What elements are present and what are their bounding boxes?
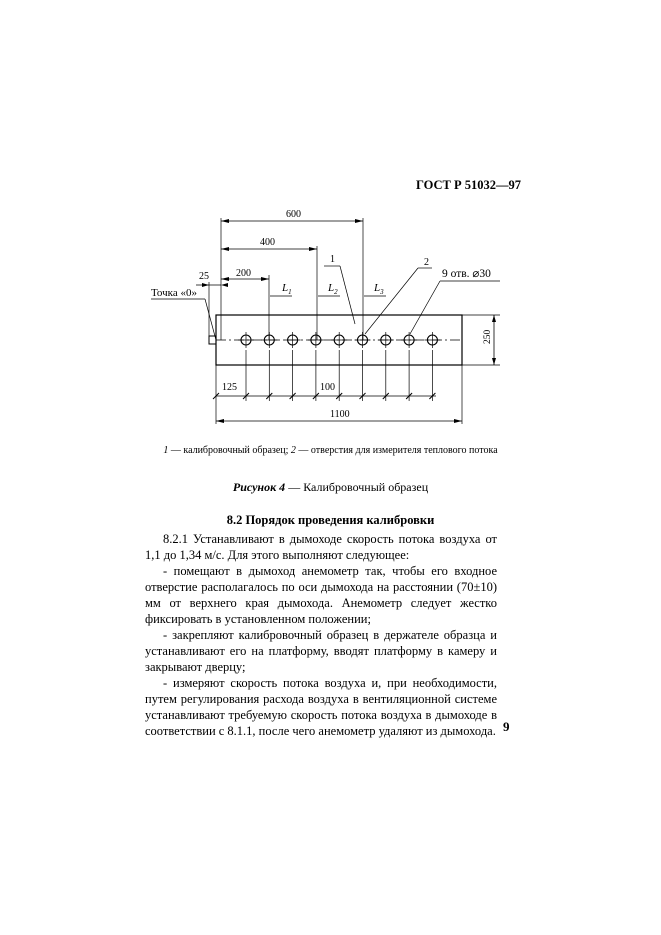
dim-125: 125 <box>222 382 237 393</box>
calibration-sample-drawing <box>0 0 661 440</box>
label-point-zero: Точка «0» <box>151 287 197 299</box>
section-body <box>145 531 497 739</box>
dim-200: 200 <box>236 268 251 279</box>
holes-note: 9 отв. ⌀30 <box>442 268 491 280</box>
dim-400: 400 <box>260 237 275 248</box>
dim-1100: 1100 <box>330 409 350 420</box>
paragraph: - помещают в дымоход анемометр так, чтобы его входное отверстие располагалось по оси дымохода на расстоянии (70±10) мм от верхнего края дымохода. Анемометр следует жестко фиксировать в установленном положении; <box>145 564 497 626</box>
paragraph: - закрепляют калибровочный образец в держателе образца и устанавливают его на платформу, вводят платформу в камеру и закрывают дверцу; <box>145 628 497 674</box>
section-heading: 8.2 Порядок проведения калибровки <box>226 513 435 527</box>
callout-1: 1 <box>330 254 335 265</box>
paragraph: 8.2.1 Устанавливают в дымоходе скорость потока воздуха от 1,1 до 1,34 м/с. Для этого выполняют следующее: <box>145 532 497 562</box>
figure-caption: Рисунок 4 — Калибровочный образец <box>232 480 429 494</box>
figure-legend: 1 — калибровочный образец; 2 — отверстия для измерителя теплового потока <box>163 445 498 456</box>
callout-2: 2 <box>424 257 429 268</box>
holes-group <box>238 332 440 348</box>
dim-250: 250 <box>483 329 493 344</box>
paragraph: - измеряют скорость потока воздуха и, при необходимости, путем регулирования расхода воздуха в вентиляционной системе устанавливают требуемую скорость потока воздуха в дымоходе в соответствии с 8.1.1, после чего анемометр удаляют из дымохода. <box>145 676 497 738</box>
label-L2: $L_2$ <box>328 282 338 296</box>
page-number: 9 <box>503 719 510 734</box>
dim-600: 600 <box>286 209 301 220</box>
bottom-extension-lines <box>213 350 435 401</box>
dim-25: 25 <box>199 271 209 282</box>
dim-100: 100 <box>320 382 335 393</box>
label-L1: $L_1$ <box>282 282 292 296</box>
header-doc-code: ГОСТ Р 51032—97 <box>416 178 522 192</box>
label-L3: $L_3$ <box>374 282 384 296</box>
